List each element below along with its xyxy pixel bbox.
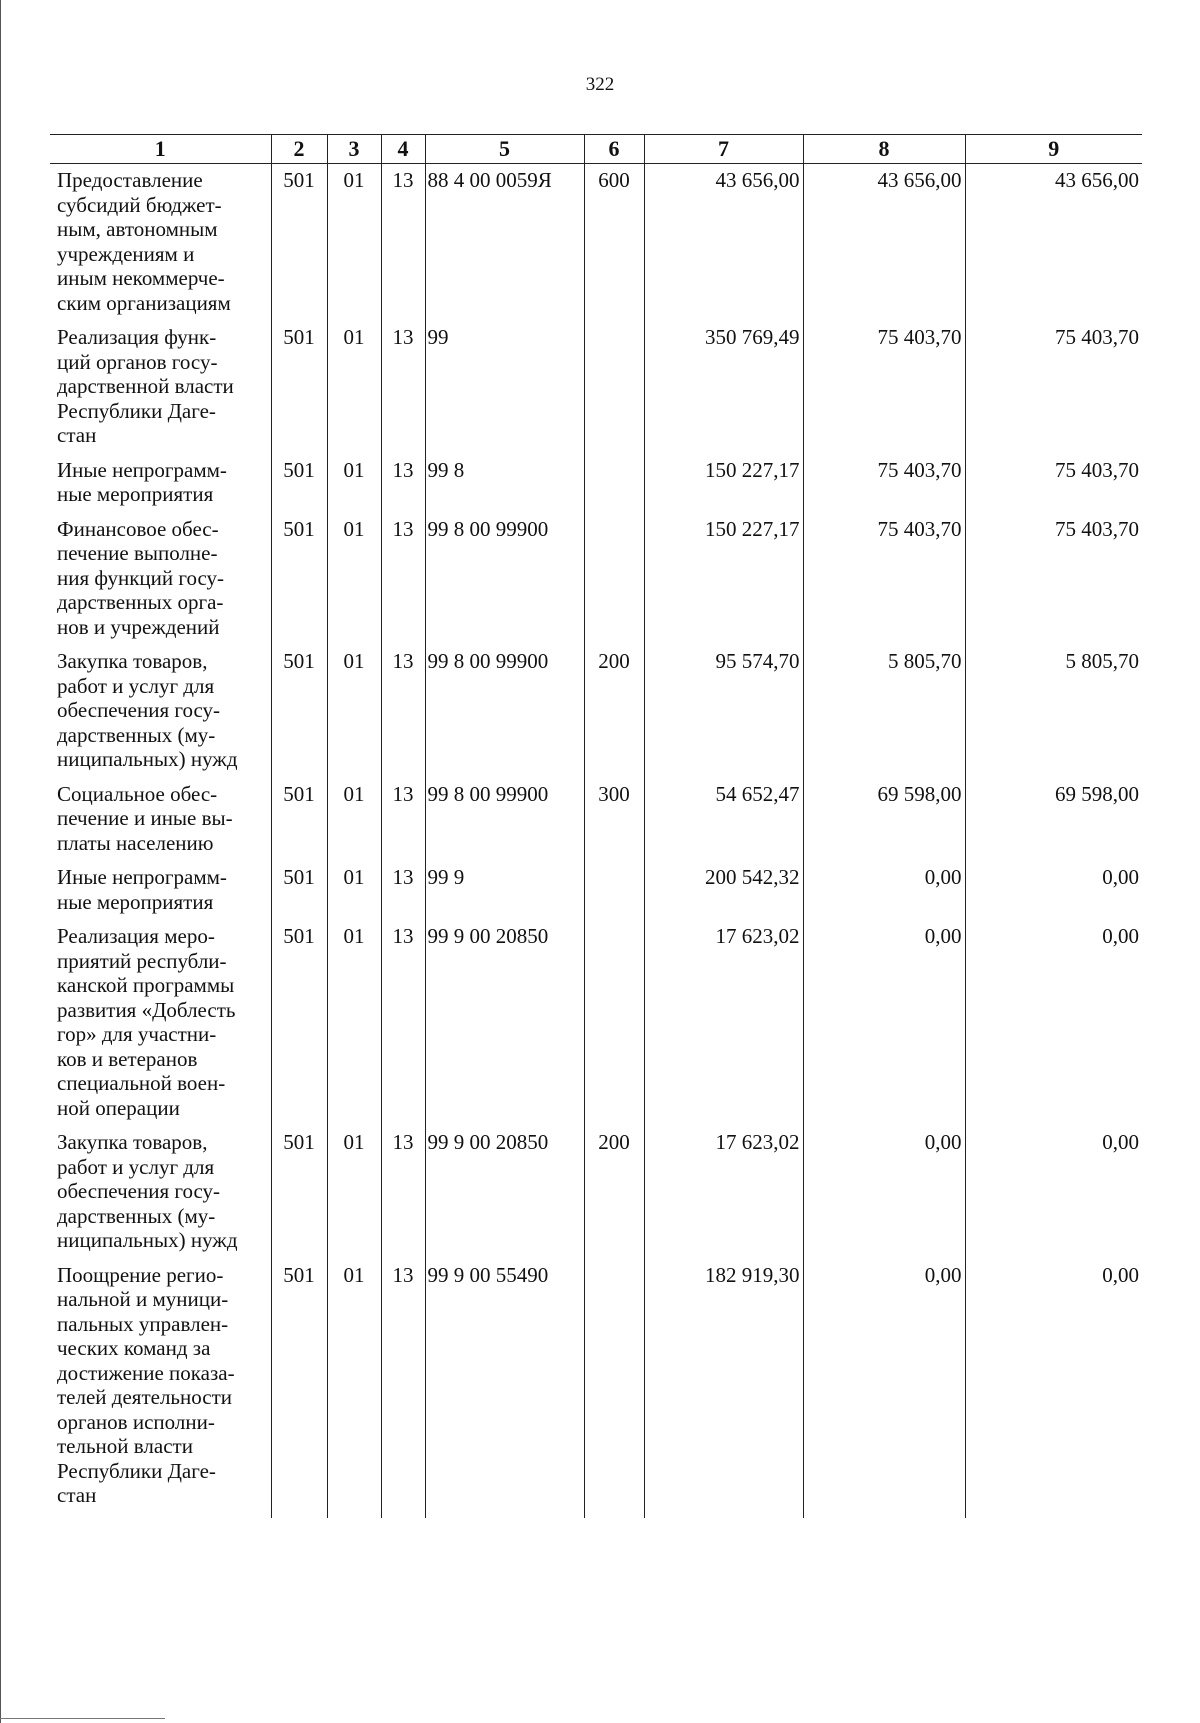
cell-ministry-code: 501 [271,920,327,1126]
table-row [50,164,1142,322]
cell-amount-9: 0,00 [965,1259,1142,1518]
cell-section-code: 01 [327,778,381,862]
cell-amount-7: 95 574,70 [644,645,803,778]
table-row [50,778,1142,862]
row-name: Иные непрограмм- ные мероприятия [57,865,227,914]
cell-target-article: 99 9 [425,861,584,920]
cell-ministry-code: 501 [271,454,327,513]
cell-amount-8: 0,00 [803,1259,965,1518]
scan-edge-left [0,0,1,1723]
cell-amount-8: 5 805,70 [803,645,965,778]
table-row [50,454,1142,513]
cell-expense-type [584,513,644,646]
scan-edge-bottom [0,1718,165,1719]
column-header: 1 [50,135,271,164]
row-name: Реализация меро- приятий республи- канской программы развития «Доблесть гор» для участни- ков и ветеранов специальной воен- ной операции [57,924,236,1120]
column-header: 4 [381,135,425,164]
cell-amount-9: 0,00 [965,1126,1142,1259]
column-header: 6 [584,135,644,164]
cell-target-article: 99 9 00 20850 [425,920,584,1126]
cell-expense-type: 600 [584,164,644,322]
cell-target-article: 99 [425,321,584,454]
cell-amount-7: 150 227,17 [644,513,803,646]
cell-subsection-code: 13 [381,164,425,322]
cell-ministry-code: 501 [271,1259,327,1518]
cell-amount-9: 0,00 [965,920,1142,1126]
cell-section-code: 01 [327,513,381,646]
cell-ministry-code: 501 [271,513,327,646]
cell-subsection-code: 13 [381,513,425,646]
column-header: 3 [327,135,381,164]
cell-amount-9: 75 403,70 [965,454,1142,513]
table-body [50,164,1142,1518]
cell-amount-9: 69 598,00 [965,778,1142,862]
cell-amount-8: 0,00 [803,861,965,920]
cell-target-article: 99 8 [425,454,584,513]
cell-target-article: 99 9 00 55490 [425,1259,584,1518]
row-name: Закупка товаров, работ и услуг для обеспечения госу- дарственных (му- ниципальных) нужд [57,649,238,771]
row-name: Поощрение регио- нальной и муници- пальных управлен- ческих команд за достижение показа- телей деятельности органов исполни- тельной власти Республики Даге- стан [57,1262,235,1507]
cell-subsection-code: 13 [381,920,425,1126]
cell-section-code: 01 [327,920,381,1126]
cell-amount-8: 0,00 [803,1126,965,1259]
cell-section-code: 01 [327,454,381,513]
cell-amount-8: 69 598,00 [803,778,965,862]
cell-amount-7: 17 623,02 [644,1126,803,1259]
cell-section-code: 01 [327,321,381,454]
cell-expense-type [584,1259,644,1518]
column-header: 5 [425,135,584,164]
cell-amount-8: 43 656,00 [803,164,965,322]
column-header: 7 [644,135,803,164]
cell-subsection-code: 13 [381,454,425,513]
row-name: Иные непрограмм- ные мероприятия [57,457,227,506]
table-row [50,321,1142,454]
cell-amount-9: 0,00 [965,861,1142,920]
cell-target-article: 99 9 00 20850 [425,1126,584,1259]
column-header: 9 [965,135,1142,164]
cell-amount-7: 17 623,02 [644,920,803,1126]
table-row [50,645,1142,778]
cell-ministry-code: 501 [271,645,327,778]
cell-subsection-code: 13 [381,861,425,920]
cell-ministry-code: 501 [271,321,327,454]
cell-amount-7: 350 769,49 [644,321,803,454]
row-name: Реализация функ- ций органов госу- дарственной власти Республики Даге- стан [57,325,234,447]
cell-expense-type: 200 [584,1126,644,1259]
cell-amount-7: 182 919,30 [644,1259,803,1518]
cell-expense-type [584,454,644,513]
cell-subsection-code: 13 [381,1126,425,1259]
cell-amount-9: 5 805,70 [965,645,1142,778]
column-header: 8 [803,135,965,164]
cell-expense-type: 200 [584,645,644,778]
cell-ministry-code: 501 [271,164,327,322]
row-name: Предоставление субсидий бюджет- ным, автономным учреждениям и иным некоммерче- ским организациям [57,168,231,315]
cell-subsection-code: 13 [381,645,425,778]
column-header: 2 [271,135,327,164]
table-row [50,1126,1142,1259]
cell-amount-9: 75 403,70 [965,321,1142,454]
cell-section-code: 01 [327,645,381,778]
cell-ministry-code: 501 [271,778,327,862]
cell-amount-7: 150 227,17 [644,454,803,513]
cell-expense-type [584,861,644,920]
cell-expense-type: 300 [584,778,644,862]
cell-ministry-code: 501 [271,861,327,920]
page-number: 322 [585,74,615,95]
table-row [50,513,1142,646]
cell-section-code: 01 [327,1259,381,1518]
cell-amount-7: 200 542,32 [644,861,803,920]
cell-amount-8: 75 403,70 [803,321,965,454]
cell-subsection-code: 13 [381,321,425,454]
cell-amount-8: 0,00 [803,920,965,1126]
cell-expense-type [584,920,644,1126]
row-name: Закупка товаров, работ и услуг для обеспечения госу- дарственных (му- ниципальных) нужд [57,1130,238,1252]
cell-subsection-code: 13 [381,778,425,862]
cell-ministry-code: 501 [271,1126,327,1259]
table-header [50,135,1142,164]
table-row [50,861,1142,920]
cell-section-code: 01 [327,164,381,322]
row-name: Социальное обес- печение и иные вы- платы населению [57,781,233,855]
table-row [50,920,1142,1126]
cell-target-article: 99 8 00 99900 [425,513,584,646]
cell-section-code: 01 [327,1126,381,1259]
cell-section-code: 01 [327,861,381,920]
cell-amount-9: 43 656,00 [965,164,1142,322]
cell-target-article: 99 8 00 99900 [425,645,584,778]
cell-expense-type [584,321,644,454]
budget-table [50,134,1142,1518]
cell-amount-9: 75 403,70 [965,513,1142,646]
cell-subsection-code: 13 [381,1259,425,1518]
cell-amount-8: 75 403,70 [803,454,965,513]
cell-amount-8: 75 403,70 [803,513,965,646]
header-row [50,135,1142,164]
table-row [50,1259,1142,1518]
cell-target-article: 88 4 00 0059Я [425,164,584,322]
cell-amount-7: 54 652,47 [644,778,803,862]
cell-target-article: 99 8 00 99900 [425,778,584,862]
row-name: Финансовое обес- печение выполне- ния функций госу- дарственных орга- нов и учреждений [57,516,225,639]
cell-amount-7: 43 656,00 [644,164,803,322]
